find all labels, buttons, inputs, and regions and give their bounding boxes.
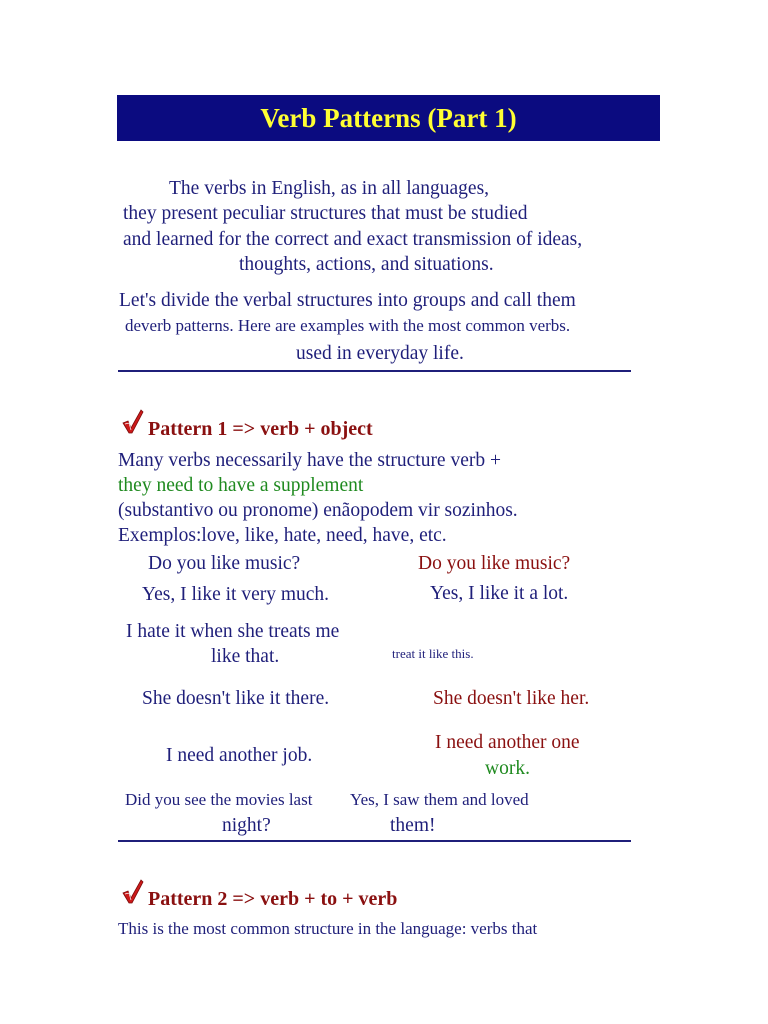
example-b6-line-2: them! [390, 815, 436, 836]
example-b3: treat it like this. [392, 646, 474, 661]
example-a5: I need another job. [166, 745, 313, 766]
page-title: Verb Patterns (Part 1) [260, 102, 517, 133]
example-a6-line-1: Did you see the movies last [125, 790, 313, 809]
pattern-1-heading: Pattern 1 => verb + object [148, 418, 373, 440]
example-a6-line-2: night? [222, 815, 271, 836]
example-b5-line-2: work. [485, 758, 530, 779]
divide-line-2: deverb patterns. Here are examples with the most common verbs. [125, 316, 571, 335]
intro-line-4: thoughts, actions, and situations. [239, 254, 494, 275]
pattern-1-desc-2: they need to have a supplement [118, 475, 364, 496]
red-checkmark-icon [121, 408, 145, 434]
pattern-1-desc-1: Many verbs necessarily have the structure verb + [118, 450, 501, 471]
divider-1 [118, 370, 631, 372]
intro-line-3: and learned for the correct and exact transmission of ideas, [123, 229, 583, 250]
example-a3-line-2: like that. [211, 646, 280, 667]
pattern-2-desc: This is the most common structure in the language: verbs that [118, 919, 538, 938]
example-b6-line-1: Yes, I saw them and loved [350, 790, 529, 809]
divider-2 [118, 840, 631, 842]
divide-line-3: used in everyday life. [296, 343, 464, 364]
red-checkmark-icon [121, 878, 145, 904]
pattern-1-desc-3: (substantivo ou pronome) enãopodem vir sozinhos. [118, 500, 518, 521]
example-a3-line-1: I hate it when she treats me [126, 621, 340, 642]
pattern-1-desc-4: Exemplos:love, like, hate, need, have, etc. [118, 525, 447, 546]
example-a1: Do you like music? [148, 553, 301, 574]
example-a4: She doesn't like it there. [142, 688, 330, 709]
example-b5-line-1: I need another one [435, 732, 580, 753]
example-b4: She doesn't like her. [433, 688, 590, 709]
intro-line-1: The verbs in English, as in all languages, [169, 178, 490, 199]
example-a2: Yes, I like it very much. [142, 584, 330, 605]
title-banner [117, 95, 660, 141]
intro-line-2: they present peculiar structures that must be studied [123, 203, 528, 224]
pattern-2-heading: Pattern 2 => verb + to + verb [148, 888, 398, 910]
example-b2: Yes, I like it a lot. [430, 583, 569, 604]
divide-line-1: Let's divide the verbal structures into groups and call them [119, 290, 576, 311]
example-b1: Do you like music? [418, 553, 571, 574]
